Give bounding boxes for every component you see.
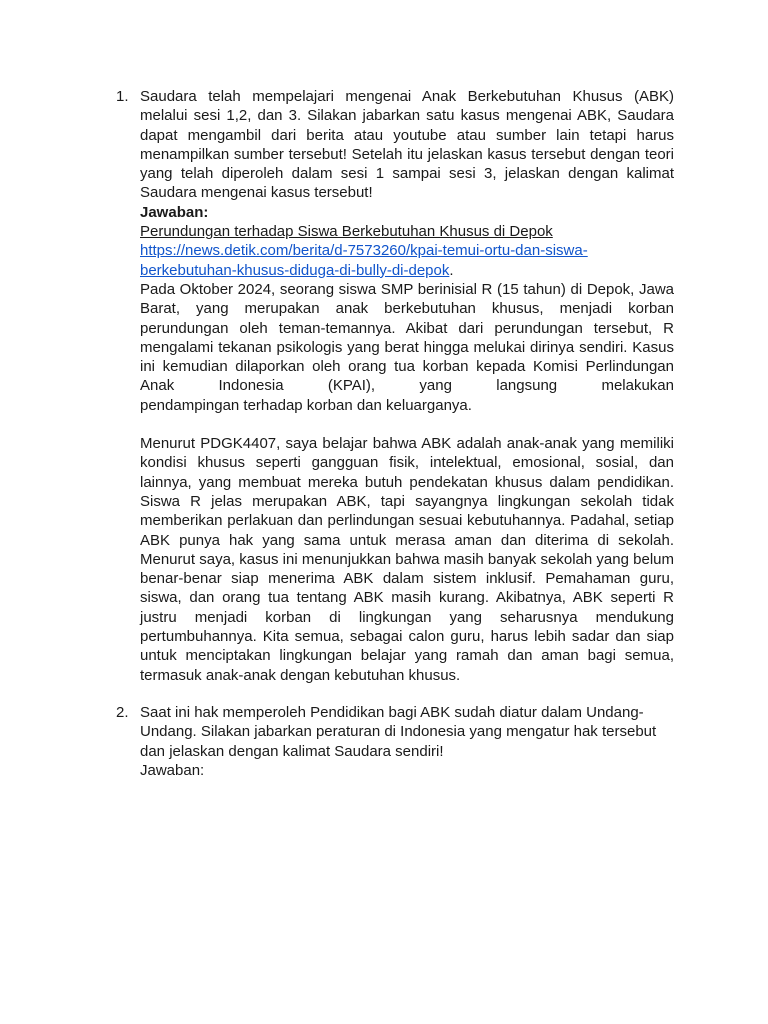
question-number: 2. xyxy=(116,704,129,721)
analysis-paragraph: Menurut PDGK4407, saya belajar bahwa ABK adalah anak-anak yang memiliki kondisi khusus seperti gangguan fisik, intelektual, emosional, sosial, dan lainnya, yang membuat mereka butuh pendekatan khusus dalam pendidikan. Siswa R jelas merupakan ABK, tapi sayangnya lingkungan sekolah tidak memberikan perlakuan dan perlindungan sesuai kebutuhannya. Padahal, setiap ABK punya hak yang sama untuk merasa aman dan diterima di sekolah. Menurut saya, kasus ini menunjukkan bahwa masih banyak sekolah yang belum benar-benar siap menerima ABK dalam sistem inklusif. Pemahaman guru, siswa, dan orang tua tentang ABK masih kurang. Akibatnya, ABK seperti R justru menjadi korban di lingkungan yang seharusnya mendukung pertumbuhannya. Kita semua, sebagai calon guru, harus lebih sadar dan siap untuk menciptakan lingkungan belajar yang ramah dan aman bagi semua, termasuk anak-anak dengan kebutuhan khusus. xyxy=(140,435,674,684)
question-1 xyxy=(116,87,676,685)
source-link-period: . xyxy=(449,261,454,279)
answer-label: Jawaban: xyxy=(140,203,209,221)
answer-label: Jawaban: xyxy=(140,761,205,779)
question-number: 1. xyxy=(116,88,129,105)
article-title: Perundungan terhadap Siswa Berkebutuhan Khusus di Depok xyxy=(140,223,553,241)
question-content xyxy=(140,87,674,685)
question-2 xyxy=(116,703,676,780)
source-link-block xyxy=(140,241,674,280)
question-content xyxy=(140,703,674,780)
source-link-line-2[interactable]: berkebutuhan-khusus-diduga-di-bully-di-depok xyxy=(140,261,450,279)
source-link-line-1[interactable]: https://news.detik.com/berita/d-7573260/kpai-temui-ortu-dan-siswa- xyxy=(140,242,588,260)
question-text: Saat ini hak memperoleh Pendidikan bagi ABK sudah diatur dalam Undang-Undang. Silakan jabarkan peraturan di Indonesia yang mengatur hak tersebut dan jelaskan dengan kalimat Saudara sendiri! xyxy=(140,704,657,760)
case-paragraph-end: pendampingan terhadap korban dan keluarganya. xyxy=(140,396,472,414)
paragraph-gap xyxy=(140,415,674,434)
case-paragraph: Pada Oktober 2024, seorang siswa SMP berinisial R (15 tahun) di Depok, Jawa Barat, yang merupakan anak berkebutuhan khusus, menjadi korban perundungan oleh teman-temannya. Akibat dari perundungan tersebut, R mengalami tekanan psikologis yang berat hingga melukai dirinya sendiri. Kasus ini kemudian dilaporkan oleh orang tua korban kepada Komisi Perlindungan Anak Indonesia (KPAI), yang langsung melakukan xyxy=(140,280,674,395)
question-text: Saudara telah mempelajari mengenai Anak Berkebutuhan Khusus (ABK) melalui sesi 1,2, dan 3. Silakan jabarkan satu kasus mengenai ABK, Saudara dapat mengambil dari berita atau youtube atau sumber lain tetapi harus menampilkan sumber tersebut! Setelah itu jelaskan kasus tersebut dengan teori yang telah diperoleh dalam sesi 1 sampai sesi 3, jelaskan dengan kalimat Saudara mengenai kasus tersebut! xyxy=(140,88,674,202)
